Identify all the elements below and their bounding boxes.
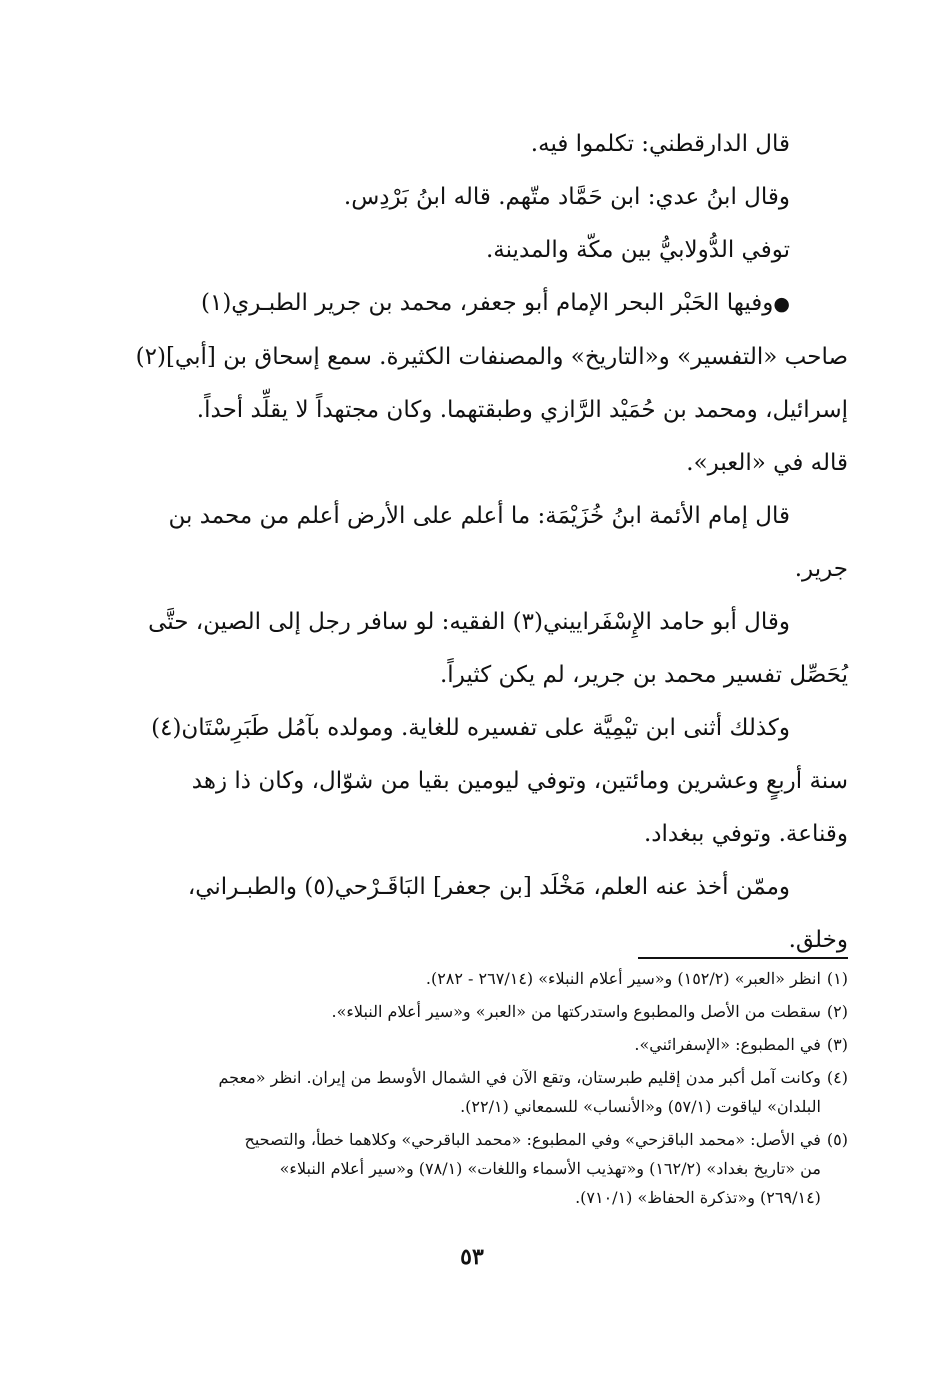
footnote-text — [118, 997, 821, 1026]
footnote-text — [118, 1125, 821, 1212]
footnote-line: في الأصل: «محمد الباقزحي» وفي المطبوع: «محمد الباقرحي» وكلاهما خطأ، والتصحيح — [244, 1130, 821, 1149]
text-line — [118, 277, 848, 331]
footnote-line: من «تاريخ بغداد» (١٦٢/٢) و«تهذيب الأسماء واللغات» (٧٨/١) و«سير أعلام النبلاء» — [279, 1159, 821, 1178]
footnote-line: انظر «العبر» (١٥٢/٢) و«سير أعلام النبلاء» (٢٦٧/١٤ - ٢٨٢). — [425, 969, 821, 988]
paragraph-ibn-taymiyya — [118, 702, 848, 861]
text-segment: وفيها الحَبْر البحر الإمام أبو جعفر، محمد بن جرير الطبـري(١) — [200, 290, 774, 316]
text-line: جرير. — [794, 556, 848, 582]
footnote-number: (٥) — [826, 1130, 848, 1149]
footnote — [118, 1030, 848, 1059]
text-line: وقال أبو حامد الإِسْفَراييني(٣) الفقيه: لو سافر رجل إلى الصين، حتَّى — [148, 609, 790, 635]
footnote-number: (٣) — [826, 1035, 848, 1054]
footnote-line: سقطت من الأصل والمطبوع واستدركتها من «العبر» و«سير أعلام النبلاء». — [331, 1002, 821, 1021]
footnote-line: البلدان» لياقوت (٥٧/١) و«الأنساب» للسمعاني (٢٢/١). — [460, 1097, 821, 1116]
paragraph-students — [118, 861, 848, 967]
footnote-text — [118, 1063, 821, 1121]
footnote-line: وكانت آمل أكبر مدن إقليم طبرستان، وتقع الآن في الشمال الأوسط من إيران. انظر «معجم — [218, 1068, 821, 1087]
footnote — [118, 964, 848, 993]
text-line: قاله في «العبر». — [686, 450, 848, 476]
footnote-line: (٢٦٩/١٤) و«تذكرة الحفاظ» (٧١٠/١). — [575, 1188, 821, 1207]
footnote-number: (٢) — [826, 1002, 848, 1021]
main-text — [118, 118, 848, 967]
footnote — [118, 997, 848, 1026]
text-line: قال إمام الأئمة ابنُ خُزَيْمَة: ما أعلم على الأرض أعلم من محمد بن — [168, 503, 790, 529]
paragraph-ibn-adi — [118, 171, 848, 224]
footnote-divider — [638, 957, 848, 959]
text-line: وممّن أخذ عنه العلم، مَخْلَد [بن جعفر] البَاقَـرْحي(٥) والطبـراني، — [187, 874, 790, 900]
text-line: إسرائيل، ومحمد بن حُمَيْد الرَّازي وطبقتهما. وكان مجتهداً لا يقلِّد أحداً. — [196, 397, 848, 423]
paragraph-ibn-khuzayma — [118, 490, 848, 596]
paragraph-isfarayini — [118, 596, 848, 702]
footnote — [118, 1063, 848, 1121]
text-line: توفي الدُّولابيُّ بين مكّة والمدينة. — [485, 237, 790, 263]
text-line: قال الدارقطني: تكلموا فيه. — [530, 131, 790, 157]
paragraph-dulabi-death — [118, 224, 848, 277]
paragraph-daraqutni — [118, 118, 848, 171]
text-line: صاحب «التفسير» و«التاريخ» والمصنفات الكثيرة. سمع إسحاق بن [أبي](٢) — [135, 344, 848, 370]
footnote-text — [118, 1030, 821, 1059]
text-line: وخلق. — [788, 927, 848, 953]
text-line: وقناعة. وتوفي ببغداد. — [643, 821, 848, 847]
text-line: وقال ابنُ عدي: ابن حَمَّاد متّهم. قاله ابنُ بَرْدِس. — [343, 184, 790, 210]
text-line: يُحَصِّل تفسير محمد بن جرير، لم يكن كثيراً. — [440, 662, 848, 688]
footnote-number: (١) — [826, 969, 848, 988]
text-line: وكذلك أثنى ابن تيْمِيَّة على تفسيره للغاية. ومولده بآمُل طَبَرِسْتَان(٤) — [151, 715, 790, 741]
paragraph-tabari-entry — [118, 277, 848, 490]
footnote-text — [118, 964, 821, 993]
page-number: ٥٣ — [460, 1244, 484, 1270]
footnotes — [118, 964, 848, 1216]
footnote — [118, 1125, 848, 1212]
text-line: سنة أربعٍ وعشرين ومائتين، وتوفي ليومين بقيا من شوّال، وكان ذا زهد — [191, 768, 848, 794]
footnote-line: في المطبوع: «الإسفرائني». — [634, 1035, 821, 1054]
bullet-icon: ● — [773, 293, 790, 315]
footnote-number: (٤) — [826, 1068, 848, 1087]
